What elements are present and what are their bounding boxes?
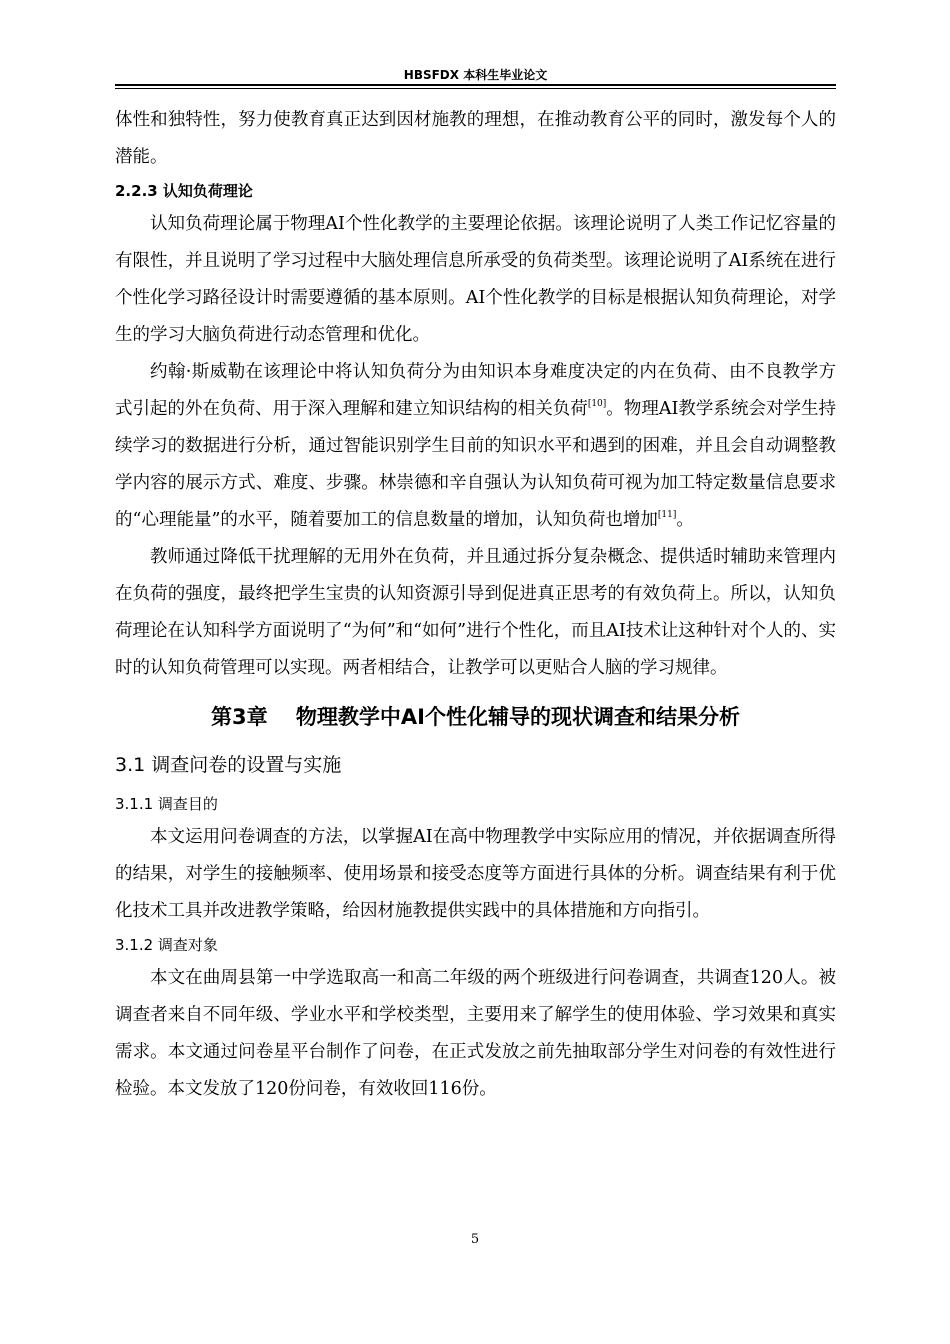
section-heading-3-1-2: 3.1.2 调查对象 (115, 936, 218, 954)
section-heading-3-1: 3.1 调查问卷的设置与实施 (115, 754, 342, 776)
header-rule-thin (115, 88, 836, 89)
paragraph-survey-purpose: 本文运用问卷调查的方法，以掌握AI在高中物理教学中实际应用的情况，并依据调查所得的结果，对学生的接触频率、使用场景和接受态度等方面进行具体的分析。调查结果有利于优化技术工具并改进教学策略，给因材施教提供实践中的具体措施和方向指引。 (115, 827, 836, 921)
header-rule-thick (115, 84, 836, 86)
running-header: HBSFDX 本科生毕业论文 (403, 68, 548, 82)
paragraph-sweller (115, 354, 836, 539)
chapter-title: 第3章 物理教学中AI个性化辅导的现状调查和结果分析 (211, 705, 740, 729)
paragraph-text: 约翰·斯威勒在该理论中将认知负荷分为由知识本身难度决定的内在负荷、由不良教学方式引起的外在负荷、用于深入理解和建立知识结构的相关负荷 (115, 362, 836, 419)
page-body (115, 102, 836, 1108)
paragraph-cognitive-load-intro: 认知负荷理论属于物理AI个性化教学的主要理论依据。该理论说明了人类工作记忆容量的有限性，并且说明了学习过程中大脑处理信息所承受的负荷类型。该理论说明了AI系统在进行个性化学习路径设计时需要遵循的基本原则。AI个性化教学的目标是根据认知负荷理论，对学生的学习大脑负荷进行动态管理和优化。 (115, 214, 836, 345)
paragraph-continuation: 体性和独特性，努力使教育真正达到因材施教的理想，在推动教育公平的同时，激发每个人的潜能。 (115, 110, 836, 167)
section-heading-2-2-3: 2.2.3 认知负荷理论 (115, 182, 253, 200)
section-heading-3-1-1: 3.1.1 调查目的 (115, 795, 218, 813)
page-number: 5 (470, 1232, 480, 1247)
paragraph-text: 。物理AI教学系统会对学生持续学习的数据进行分析，通过智能识别学生目前的知识水平和遇到的困难，并且会自动调整教学内容的展示方式、难度、步骤。林崇德和辛自强认为认知负荷可视为加工特定数量信息要求的“心理能量”的水平，随着要加工的信息数量的增加，认知负荷也增加 (115, 399, 836, 530)
paragraph-text: 。 (676, 510, 694, 530)
paragraph-survey-subjects: 本文在曲周县第一中学选取高一和高二年级的两个班级进行问卷调查，共调查120人。被调查者来自不同年级、学业水平和学校类型，主要用来了解学生的使用体验、学习效果和真实需求。本文通过问卷星平台制作了问卷，在正式发放之前先抽取部分学生对问卷的有效性进行检验。本文发放了120份问卷，有效收回116份。 (115, 968, 836, 1099)
paragraph-teacher-load: 教师通过降低干扰理解的无用外在负荷，并且通过拆分复杂概念、提供适时辅助来管理内在负荷的强度，最终把学生宝贵的认知资源引导到促进真正思考的有效负荷上。所以，认知负荷理论在认知科学方面说明了“为何”和“如何”进行个性化，而且AI技术让这种针对个人的、实时的认知负荷管理可以实现。两者相结合，让教学可以更贴合人脑的学习规律。 (115, 547, 836, 678)
citation-ref-11[interactable]: [11] (657, 510, 677, 520)
citation-ref-10[interactable]: [10] (587, 399, 607, 409)
